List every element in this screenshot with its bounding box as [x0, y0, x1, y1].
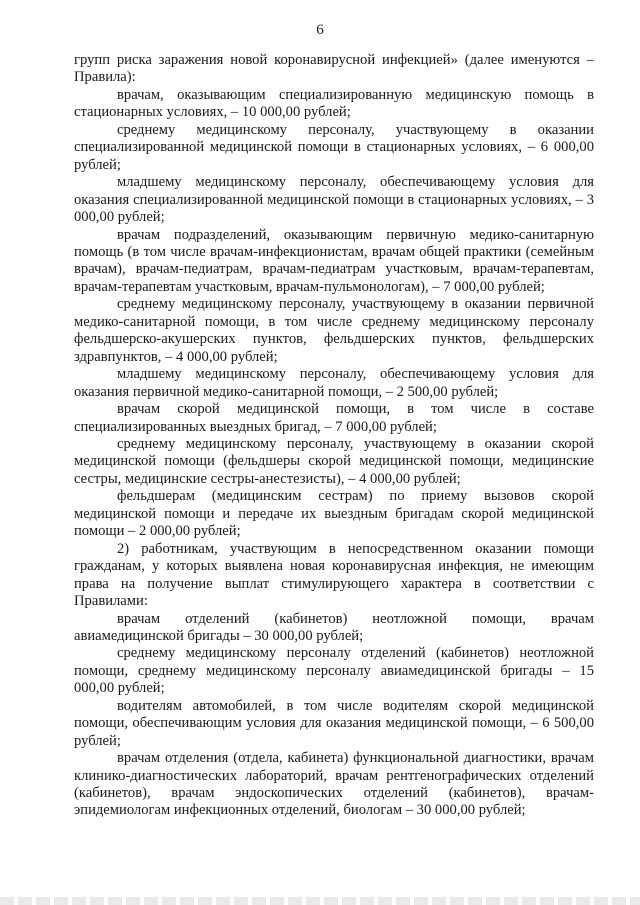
- paragraph: 2) работникам, участвующим в непосредственном оказании помощи гражданам, у которых выявлена новая коронавирусная инфекция, не имеющим права на получение выплат стимулирующего характера в соответствии с Правилами:: [74, 540, 594, 610]
- paragraph: фельдшерам (медицинским сестрам) по приему вызовов скорой медицинской помощи и передаче их выездным бригадам скорой медицинской помощи – 2 000,00 рублей;: [74, 488, 594, 540]
- paragraph: водителям автомобилей, в том числе водителям скорой медицинской помощи, обеспечивающим условия для оказания медицинской помощи, – 6 500,00 рублей;: [74, 697, 594, 749]
- paragraph: врачам отделений (кабинетов) неотложной помощи, врачам авиамедицинской бригады – 30 000,00 рублей;: [74, 610, 594, 644]
- document-body: [74, 52, 594, 820]
- paragraph: младшему медицинскому персоналу, обеспечивающему условия для оказания первичной медико-санитарной помощи, – 2 500,00 рублей;: [74, 366, 594, 400]
- paragraph: среднему медицинскому персоналу отделений (кабинетов) неотложной помощи, среднему медицинскому персоналу авиамедицинской бригады – 15 000,00 рублей;: [74, 645, 594, 697]
- paragraph: врачам скорой медицинской помощи, в том числе в составе специализированных выездных бригад, – 7 000,00 рублей;: [74, 401, 594, 435]
- paragraph-continuation: групп риска заражения новой коронавирусной инфекцией» (далее именуются – Правила):: [74, 52, 594, 86]
- page-number: 6: [316, 22, 324, 38]
- paragraph: среднему медицинскому персоналу, участвующему в оказании специализированной медицинской помощи в стационарных условиях, – 6 000,00 рублей;: [74, 121, 594, 173]
- paragraph: врачам отделения (отдела, кабинета) функциональной диагностики, врачам клинико-диагностических лабораторий, врачам рентгенографических отделений (кабинетов), врачам эндоскопических отделений (кабинетов), врачам-эпидемиологам инфекционных отделений, биологам – 30 000,00 рублей;: [74, 750, 594, 819]
- scan-edge-artifact: [0, 897, 640, 905]
- paragraph: врачам подразделений, оказывающим первичную медико-санитарную помощь (в том числе врачам-инфекционистам, врачам общей практики (семейным врачам), врачам-педиатрам, врачам-педиатрам участковым, врачам-терапевтам, врачам-терапевтам участковым, врачам-пульмонологам), – 7 000,00 рублей;: [74, 226, 594, 295]
- paragraph: среднему медицинскому персоналу, участвующему в оказании скорой медицинской помощи (фельдшеры скорой медицинской помощи, медицинские сестры, медицинские сестры-анестезисты), – 4 000,00 рублей;: [74, 435, 594, 487]
- paragraph: врачам, оказывающим специализированную медицинскую помощь в стационарных условиях, – 10 000,00 рублей;: [74, 86, 594, 121]
- paragraph: среднему медицинскому персоналу, участвующему в оказании первичной медико-санитарной помощи, в том числе среднему медицинскому персоналу фельдшерско-акушерских пунктов, фельдшерских пунктов, фельдшерских здравпунктов, – 4 000,00 рублей;: [74, 296, 594, 365]
- paragraph: младшему медицинскому персоналу, обеспечивающему условия для оказания специализированной медицинской помощи в стационарных условиях, – 3 000,00 рублей;: [74, 174, 594, 226]
